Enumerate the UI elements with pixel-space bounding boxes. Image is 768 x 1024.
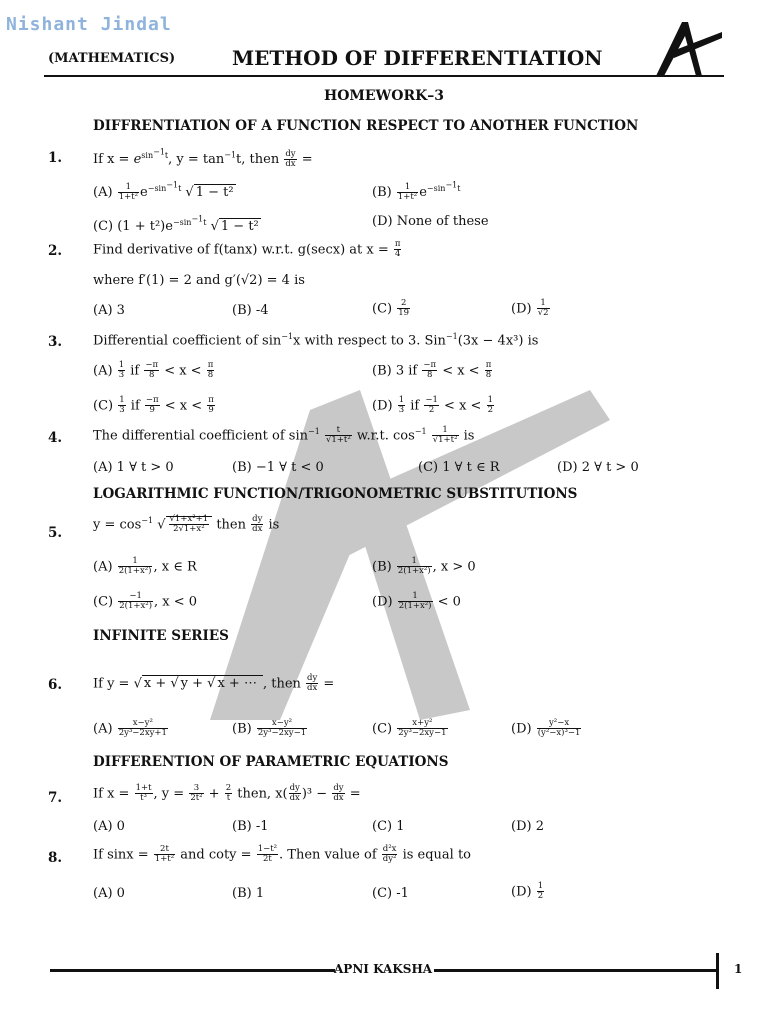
question-number: 1. bbox=[48, 150, 63, 166]
footer-divider bbox=[716, 953, 719, 989]
question-number: 7. bbox=[48, 790, 63, 806]
question-text: If sinx = $\frac{2t}{\text{1+t²}}$ and coty = $\frac{\text{1−t²}}{2t}$ . Then value of $\frac{\text{d²x}}{\text{dy²}}$ is equal to bbox=[93, 844, 472, 865]
section-heading: INFINITE SERIES bbox=[93, 628, 229, 644]
option-b: (B) $\frac{1}{\text{1+t²}}$ $e^{-sin^{-1}t}$ bbox=[372, 180, 461, 202]
footer-rule-left bbox=[50, 969, 335, 972]
option-c: (C) $\frac{-1}{\text{2(1+x²)}}$ , x < 0 bbox=[93, 591, 198, 612]
subject-label: (MATHEMATICS) bbox=[48, 51, 176, 66]
option-a: (A) $\frac{1}{\text{2(1+x²)}}$ , x ∈ R bbox=[93, 556, 197, 577]
section-heading: DIFFRENTIATION OF A FUNCTION RESPECT TO ANOTHER FUNCTION bbox=[93, 118, 639, 134]
author-name: Nishant Jindal bbox=[6, 14, 172, 35]
question-number: 2. bbox=[48, 243, 63, 259]
question-number: 5. bbox=[48, 525, 63, 541]
option-d: (D) $\frac{1}{√2}$ bbox=[511, 298, 549, 319]
brand-logo bbox=[652, 18, 724, 78]
footer-brand: APNI KAKSHA bbox=[334, 962, 433, 976]
question-text: If x = $\frac{1+t}{\text{t³}}$ , y = $\frac{3}{\text{2t²}}$ + $\frac{2}{t}$ then, x( $\frac{dy}{dx}$ )³ − $\frac{dy}{dx}$ = bbox=[93, 783, 361, 804]
option-d: (D) 2 ∀ t > 0 bbox=[557, 460, 639, 475]
section-heading: DIFFERENTION OF PARAMETRIC EQUATIONS bbox=[93, 754, 449, 770]
option-d: (D) $\frac{1}{3}$ if $\frac{-1}{2}$ < x < $\frac{1}{2}$ bbox=[372, 395, 493, 416]
section-heading: LOGARITHMIC FUNCTION/TRIGONOMETRIC SUBSTITUTIONS bbox=[93, 486, 578, 502]
option-a: (A) $\frac{1}{3}$ if $\frac{-\pi}{8}$ < x < $\frac{\pi}{8}$ bbox=[93, 360, 214, 381]
question-text: $y = \cos^{-1}$ √ $\frac{\text{√1+x²+1}}{\text{2√1+x²}}$ then $\frac{dy}{dx}$ is bbox=[93, 514, 280, 535]
option-d: (D) 2 bbox=[511, 819, 544, 834]
page-title: METHOD OF DIFFERENTIATION bbox=[232, 46, 603, 70]
option-a: (A) $\frac{1}{\text{1+t²}}$ $e^{-sin^{-1}t}$ √ 1 − t² bbox=[93, 180, 234, 202]
option-d: (D) $\frac{1}{2}$ bbox=[511, 881, 544, 902]
homework-heading: HOMEWORK–3 bbox=[323, 88, 445, 104]
option-b: (B) $\frac{1}{\text{2(1+x²)}}$ , x > 0 bbox=[372, 556, 476, 577]
question-text: If $x = e^{sin^{-1}t}$, $y = \tan^{-1}t$, then $\frac{dy}{dx}$ = bbox=[93, 147, 313, 169]
option-c: (C) $\frac{\text{x+y²}}{\text{2y³−2xy−1}}$ bbox=[372, 718, 447, 739]
option-c: (C) -1 bbox=[372, 886, 409, 901]
question-number: 3. bbox=[48, 334, 63, 350]
option-b: (B) 3 if $\frac{-\pi}{8}$ < x < $\frac{\pi}{8}$ bbox=[372, 360, 492, 381]
question-text: Find derivative of f(tanx) w.r.t. g(secx) at x = $\frac{\pi}{4}$ bbox=[93, 239, 401, 260]
option-c: (C) 1 bbox=[372, 819, 405, 834]
option-a: (A) 1 ∀ t > 0 bbox=[93, 460, 174, 475]
header-rule bbox=[44, 75, 724, 77]
footer-rule-right bbox=[434, 969, 719, 972]
question-number: 4. bbox=[48, 430, 63, 446]
question-text: Differential coefficient of $\sin^{-1}x$ with respect to 3. Sin$^{-1}$(3x − 4x³) is bbox=[93, 332, 539, 349]
option-b: (B) -1 bbox=[232, 819, 269, 834]
option-a: (A) 0 bbox=[93, 886, 125, 901]
option-b: (B) −1 ∀ t < 0 bbox=[232, 460, 324, 475]
option-d: (D) None of these bbox=[372, 214, 489, 229]
option-b: (B) 1 bbox=[232, 886, 265, 901]
option-a: (A) $\frac{\text{x−y²}}{\text{2y³−2xy+1}}$ bbox=[93, 718, 167, 739]
option-b: (B) -4 bbox=[232, 303, 269, 318]
question-number: 8. bbox=[48, 850, 63, 866]
page-number: 1 bbox=[734, 962, 743, 976]
option-c: (C) 1 ∀ t ∈ R bbox=[418, 460, 500, 475]
option-c: (C) $\frac{2}{19}$ bbox=[372, 298, 410, 319]
option-c: (C) $(1 + t^2)e^{-sin^{-1}t}$ √ 1 − t² bbox=[93, 214, 259, 234]
option-c: (C) $\frac{1}{3}$ if $\frac{-\pi}{9}$ < x < $\frac{\pi}{9}$ bbox=[93, 395, 214, 416]
option-d: (D) $\frac{1}{\text{2(1+x²)}}$ < 0 bbox=[372, 591, 461, 612]
question-text: The differential coefficient of $\sin^{-1}$ $\frac{t}{\text{√1+t²}}$ w.r.t. $\cos^{-1}$ $\frac{1}{\text{√1+t²}}$ is bbox=[93, 425, 475, 446]
question-text: If y = √ x + √ y + √ x + ⋯ , then $\frac{dy}{dx}$ = bbox=[93, 673, 335, 694]
option-a: (A) 3 bbox=[93, 303, 125, 318]
question-text-line2: where f′(1) = 2 and g′(√2) = 4 is bbox=[93, 273, 305, 288]
question-number: 6. bbox=[48, 677, 63, 693]
option-d: (D) $\frac{\text{y²−x}}{\text{(y²−x)³−1}}$ bbox=[511, 718, 581, 739]
option-b: (B) $\frac{\text{x−y²}}{\text{2y³−2xy−1}}$ bbox=[232, 718, 307, 739]
option-a: (A) 0 bbox=[93, 819, 125, 834]
